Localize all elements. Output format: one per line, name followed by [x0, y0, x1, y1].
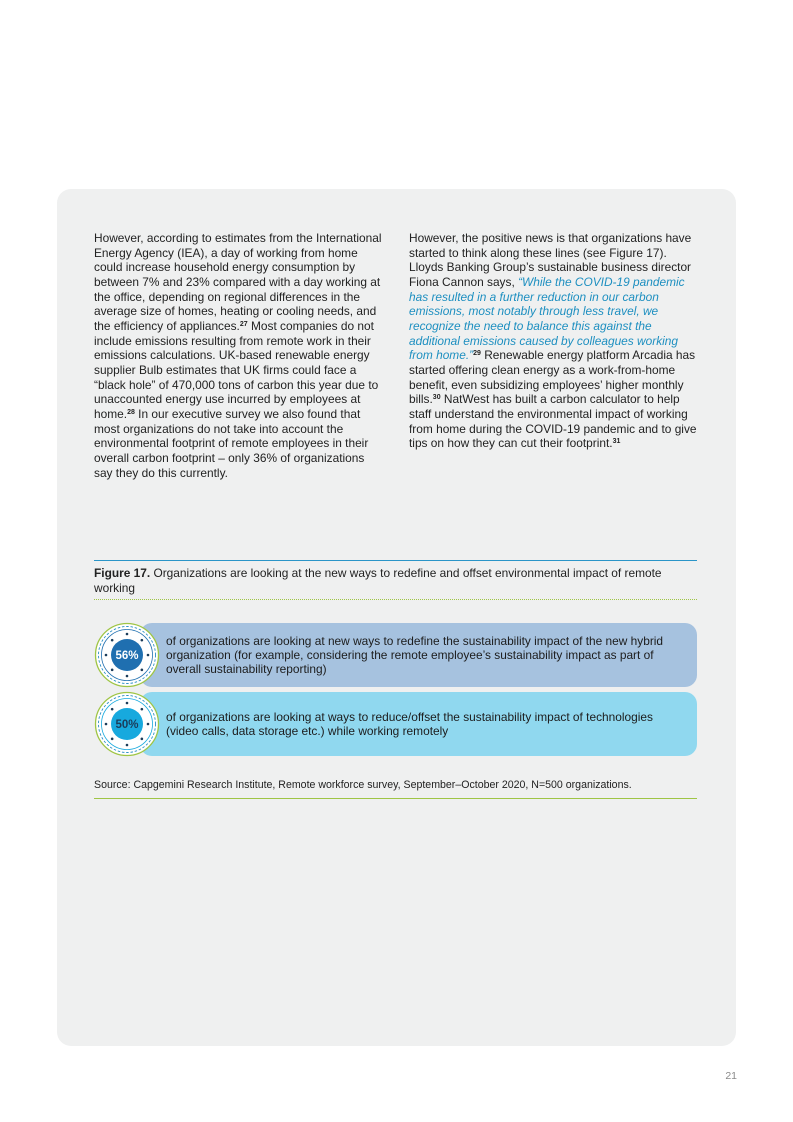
left-column [94, 231, 386, 480]
stat-text-redefine: of organizations are looking at new ways to redefine the sustainability impact of the new hybrid organization (for example, considering the remote employee’s sustainability impact as part of overall sustainability reporting) [166, 634, 664, 676]
badge-dot [141, 708, 144, 711]
stat-value-redefine: 56% [115, 650, 139, 662]
footnote-ref-27[interactable]: 27 [239, 320, 248, 328]
figure-caption [94, 566, 697, 595]
left-text-2: Most companies do not include emissions resulting from remote work in their emissions calculations. UK-based renewable energy supplier Bulb estimates that UK firms could face a “black hole” of 470,000 tons of carbon this year due to unaccounted energy use incurred by employees at home. [94, 318, 379, 421]
left-text-1: However, according to estimates from the International Energy Agency (IEA), a day of working from home could increase household energy consumption by between 7% and 23% compared with a day working at the office, depending on regional differences in the average size of homes, heating or cooling needs, and the efficiency of appliances. [94, 231, 382, 333]
cannon-quote: “While the COVID-19 pandemic has resulted in a further reduction in our carbon emissions, most notably through less travel, we recognize the need to balance this against the additional emissions caused by colleagues working from home.” [409, 274, 685, 363]
right-text-3: NatWest has built a carbon calculator to help staff understand the environmental impact of working from home during the COVID-19 pandemic and to give tips on how they can cut their footprint. [409, 392, 697, 451]
badge-dot [126, 744, 129, 747]
left-paragraph [94, 231, 386, 480]
badge-dot [126, 633, 129, 636]
figure-caption-text: Organizations are looking at the new ways to redefine and offset environmental impact of remote working [94, 566, 662, 595]
badge-dot [105, 723, 108, 726]
badge-dot [141, 738, 144, 741]
stat-bar-redefine [140, 623, 697, 687]
figure-source: Source: Capgemini Research Institute, Remote workforce survey, September–October 2020, N=500 organizations. [94, 779, 632, 791]
badge-dot [111, 669, 114, 672]
badge-dot [126, 675, 129, 678]
badge-dot [141, 669, 144, 672]
badge-ring-icon [94, 691, 160, 757]
right-column [409, 231, 701, 451]
stat-bar-reduce [140, 692, 697, 756]
stat-value-reduce: 50% [115, 719, 139, 731]
stat-text-reduce: of organizations are looking at ways to reduce/offset the sustainability impact of technologies (video calls, data storage etc.) while working remotely [166, 710, 653, 738]
stat-badge-redefine [94, 622, 160, 688]
badge-dot [126, 702, 129, 705]
figure-dotted-divider [94, 599, 697, 600]
right-text-2: Renewable energy platform Arcadia has started offering clean energy as a work-from-home benefit, even subsidizing employees’ higher monthly bills. [409, 348, 696, 407]
badge-dot [111, 708, 114, 711]
badge-dot [111, 639, 114, 642]
right-text-1: However, the positive news is that organizations have started to think along these lines (see Figure 17). Lloyds Banking Group’s sustainable business director Fiona Cannon says, [409, 231, 692, 289]
stat-badge-reduce [94, 691, 160, 757]
badge-dot [111, 738, 114, 741]
footnote-ref-31[interactable]: 31 [612, 438, 621, 446]
footnote-ref-29[interactable]: 29 [473, 350, 481, 358]
badge-dot [105, 654, 108, 657]
footnote-ref-28[interactable]: 28 [127, 408, 135, 416]
badge-dot [147, 654, 150, 657]
figure-bottom-rule [94, 798, 697, 799]
right-paragraph [409, 231, 701, 451]
page-number: 21 [725, 1070, 737, 1082]
badge-dot [141, 639, 144, 642]
figure-label: Figure 17. [94, 566, 151, 580]
badge-dot [147, 723, 150, 726]
badge-ring-icon [94, 622, 160, 688]
footnote-ref-30[interactable]: 30 [432, 394, 441, 402]
left-text-3: In our executive survey we also found that most organizations do not take into account the environmental footprint of remote employees in their overall carbon footprint – only 36% of organizations say they do this currently. [94, 406, 369, 480]
figure-top-rule [94, 560, 697, 561]
